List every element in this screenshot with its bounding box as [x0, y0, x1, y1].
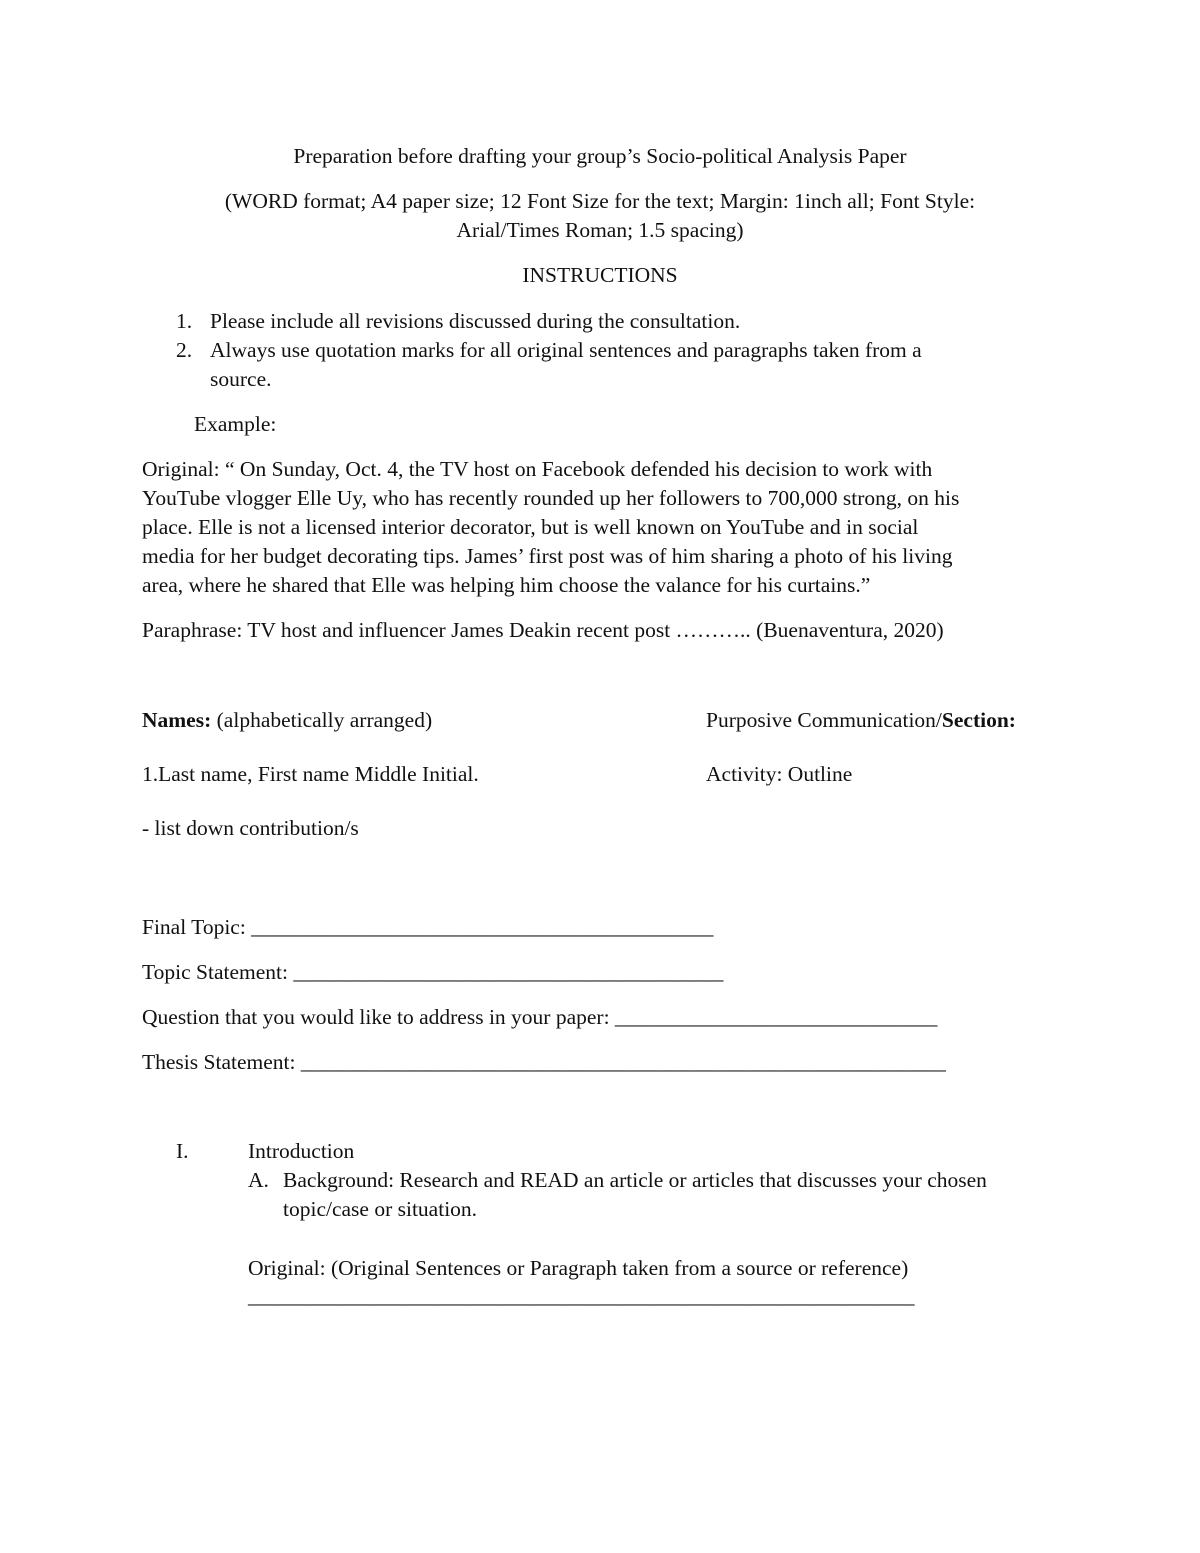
instruction-continuation: source. — [210, 367, 272, 391]
names-line — [142, 710, 432, 732]
example-original-line: Original: “ On Sunday, Oct. 4, the TV host on Facebook defended his decision to work with — [142, 457, 933, 481]
example-original-line: area, where he shared that Elle was helping him choose the valance for his curtains.” — [142, 573, 871, 597]
contribution-line: - list down contribution/s — [142, 816, 359, 840]
question-field: Question that you would like to address in your paper: ______________________________ — [142, 1005, 938, 1029]
activity-line: Activity: Outline — [706, 762, 853, 786]
outline-sub-text: Background: Research and READ an article or articles that discusses your chosen — [283, 1168, 987, 1192]
names-note: (alphabetically arranged) — [211, 708, 433, 732]
outline-heading: Introduction — [248, 1139, 355, 1163]
course-text: Purposive Communication/ — [706, 708, 942, 732]
outline-sub-text-cont: topic/case or situation. — [283, 1197, 478, 1221]
names-item: 1.Last name, First name Middle Initial. — [142, 762, 479, 786]
instruction-text: Always use quotation marks for all original sentences and paragraphs taken from a — [210, 338, 922, 362]
instruction-text: Please include all revisions discussed during the consultation. — [210, 309, 741, 333]
topic-statement-field: Topic Statement: ________________________________________ — [142, 960, 724, 984]
original-blank-line: ______________________________________________________________ — [248, 1284, 915, 1308]
original-prompt: Original: (Original Sentences or Paragraph taken from a source or reference) — [248, 1256, 909, 1280]
instruction-item — [176, 340, 922, 362]
format-line-2: Arial/Times Roman; 1.5 spacing) — [456, 218, 744, 242]
format-line-1: (WORD format; A4 paper size; 12 Font Size for the text; Margin: 1inch all; Font Style: — [224, 189, 976, 213]
instruction-number: 2. — [176, 338, 193, 362]
course-line — [706, 710, 1016, 732]
example-paraphrase: Paraphrase: TV host and influencer James Deakin recent post ……….. (Buenaventura, 2020) — [142, 618, 944, 642]
outline-sub-label: A. — [248, 1168, 269, 1192]
instructions-heading: INSTRUCTIONS — [522, 263, 678, 287]
document-title: Preparation before drafting your group’s Socio-political Analysis Paper — [293, 144, 907, 168]
final-topic-field: Final Topic: ___________________________________________ — [142, 915, 714, 939]
example-original-line: YouTube vlogger Elle Uy, who has recently rounded up her followers to 700,000 strong, on his — [142, 486, 960, 510]
outline-numeral: I. — [176, 1139, 189, 1163]
instruction-number: 1. — [176, 309, 193, 333]
section-label: Section: — [941, 708, 1016, 732]
names-label: Names: — [142, 708, 212, 732]
example-original-line: place. Elle is not a licensed interior decorator, but is well known on YouTube and in social — [142, 515, 919, 539]
example-original-line: media for her budget decorating tips. James’ first post was of him sharing a photo of his living — [142, 544, 953, 568]
instruction-item — [176, 311, 740, 333]
example-label: Example: — [194, 412, 277, 436]
thesis-field: Thesis Statement: ____________________________________________________________ — [142, 1050, 946, 1074]
